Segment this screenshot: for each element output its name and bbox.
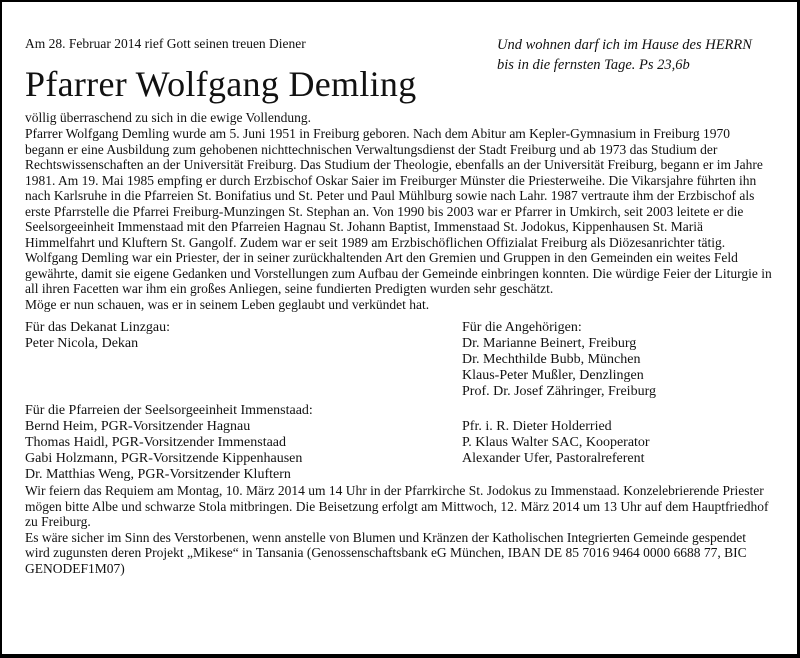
- scripture-line-1: Und wohnen darf ich im Hause des HERRN: [497, 37, 752, 53]
- signature-name: Prof. Dr. Josef Zähringer, Freiburg: [462, 384, 656, 399]
- signature-name: Thomas Haidl, PGR-Vorsitzender Immenstaad: [25, 435, 287, 450]
- intro-line: Am 28. Februar 2014 rief Gott seinen treuen Diener: [25, 36, 306, 51]
- signature-name: Dr. Marianne Beinert, Freiburg: [462, 336, 637, 351]
- signature-name: P. Klaus Walter SAC, Kooperator: [462, 435, 650, 450]
- signature-name: Peter Nicola, Dekan: [25, 336, 139, 351]
- signature-heading: Für die Pfarreien der Seelsorgeeinheit Immenstaad:: [25, 403, 313, 418]
- deceased-name: Pfarrer Wolfgang Demling: [25, 64, 417, 104]
- tribute-paragraph: Wolfgang Demling war ein Priester, der in seiner zurückhaltenden Art den Gremien und Gruppen in den Gemeinden ein weites Feld gewährte, damit sie eigene Gedanken und Vorstellungen zum Aufbau der Gemeinde einbringen konnten. Die würdige Feier der Liturgie in all ihren Facetten war ihm ein großes Anliegen, seine fundierten Predigten wurden sehr geschätzt.: [25, 250, 772, 296]
- signature-name: Gabi Holzmann, PGR-Vorsitzende Kippenhausen: [25, 451, 303, 466]
- scripture-line-2: bis in die fernsten Tage. Ps 23,6b: [497, 57, 690, 73]
- signature-block-seelsorgeteam: [462, 419, 772, 467]
- signature-name: Bernd Heim, PGR-Vorsitzender Hagnau: [25, 419, 251, 434]
- signature-name: Pfr. i. R. Dieter Holderried: [462, 419, 612, 434]
- scripture-quote: [497, 35, 752, 75]
- signature-name: Dr. Matthias Weng, PGR-Vorsitzender Kluftern: [25, 467, 291, 482]
- blessing-line: Möge er nun schauen, was er in seinem Leben geglaubt und verkündet hat.: [25, 296, 430, 312]
- signature-block-angehoerige: [462, 320, 772, 400]
- signatures-section: [25, 320, 772, 483]
- subtitle-line: völlig überraschend zu sich in die ewige Vollendung.: [25, 110, 311, 125]
- signatures-right-column: [462, 320, 772, 483]
- signature-name: Dr. Mechthilde Bubb, München: [462, 352, 641, 367]
- signature-block-pfarreien: [25, 403, 462, 483]
- funeral-info-paragraph: Wir feiern das Requiem am Montag, 10. März 2014 um 14 Uhr in der Pfarrkirche St. Jodokus zu Immenstaad. Konzelebrierende Priester mögen bitte Albe und schwarze Stola mitbringen. Die Beisetzung erfolgt am Mittwoch, 12. März 2014 um 13 Uhr auf dem Hauptfriedhof zu Freiburg.: [25, 483, 769, 529]
- donation-info-paragraph: Es wäre sicher im Sinn des Verstorbenen, wenn anstelle von Blumen und Kränzen der Katholischen Integrierten Gemeinde gespendet wird zugunsten deren Projekt „Mikese“ in Tansania (Genossenschaftsbank eG München, IBAN DE 85 7016 9464 0000 6688 77, BIC GENODEF1M07): [25, 529, 747, 576]
- biography-paragraph: Pfarrer Wolfgang Demling wurde am 5. Juni 1951 in Freiburg geboren. Nach dem Abitur am Kepler-Gymnasium in Freiburg 1970 begann er eine Ausbildung zum gehobenen nichttechnischen Verwaltungsdienst der Stadt Freiburg und ab 1973 das Studium der Rechtswissenschaften an der Universität Freiburg. Das Studium der Theologie, ebenfalls an der Universität Freiburg, begann er im Jahre 1981. Am 19. Mai 1985 empfing er durch Erzbischof Oskar Saier im Freiburger Münster die Priesterweihe. Die Vikarsjahre führten ihn nach Karlsruhe in die Pfarreien St. Bonifatius und St. Peter und Paul Mühlburg sowie nach Lahr. 1987 vertraute ihm der Erzbischof als erste Pfarrstelle die Pfarrei Freiburg-Munzingen St. Stephan an. Von 1990 bis 2003 war er Pfarrer in Umkirch, seit 2003 leitete er die Seelsorgeeinheit Immenstaad mit den Pfarreien Hagnau St. Johann Baptist, Immenstaad St. Jodokus, Kippenhausen St. Mariä Himmelfahrt und Kluftern St. Gangolf. Zudem war er seit 1989 am Erzbischöflichen Offizialat Freiburg als Diözesanrichter tätig.: [25, 126, 763, 250]
- signature-name: Alexander Ufer, Pastoralreferent: [462, 451, 645, 466]
- signature-block-dekanat: [25, 320, 462, 352]
- signatures-left-column: [25, 320, 462, 483]
- signature-name: Klaus-Peter Mußler, Denzlingen: [462, 368, 644, 383]
- signature-heading: Für die Angehörigen:: [462, 320, 582, 335]
- signature-heading: Für das Dekanat Linzgau:: [25, 320, 171, 335]
